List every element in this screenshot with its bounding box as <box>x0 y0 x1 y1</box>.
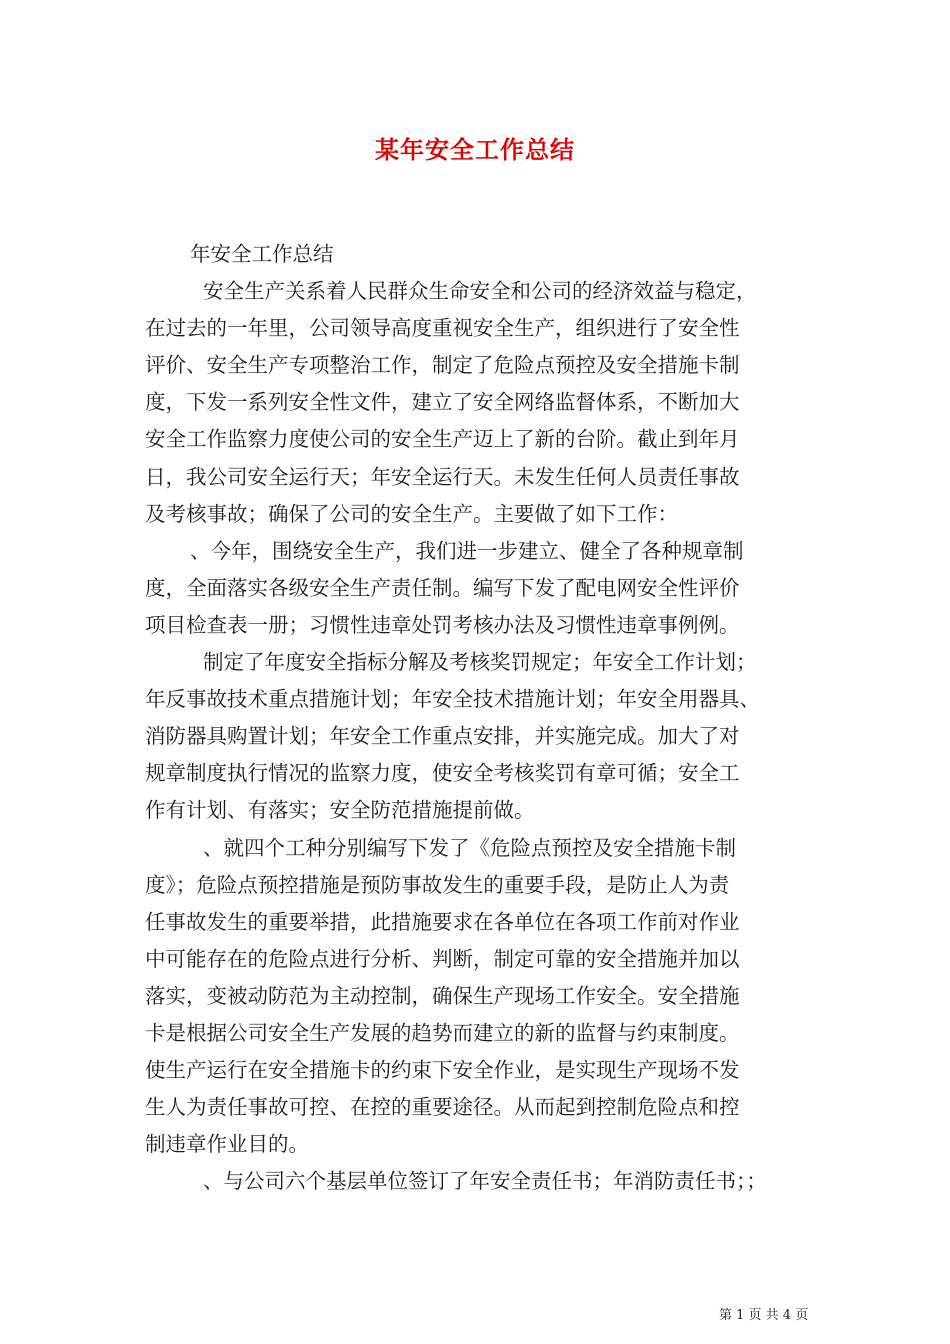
text-line: 安全工作监察力度使公司的安全生产迈上了新的台阶。截止到年月 <box>145 427 740 452</box>
text-line: 度，下发一系列安全性文件，建立了安全网络监督体系，不断加大 <box>145 390 740 415</box>
text-line: 度，全面落实各级安全生产责任制。编写下发了配电网安全性评价 <box>145 575 740 600</box>
text-line: 卡是根据公司安全生产发展的趋势而建立的新的监督与约束制度。 <box>145 1020 740 1045</box>
text-line: 年反事故技术重点措施计划；年安全技术措施计划；年安全用器具、 <box>145 687 760 712</box>
text-line: 、今年，围绕安全生产，我们进一步建立、健全了各种规章制 <box>190 538 744 563</box>
text-line: 、就四个工种分别编写下发了《危险点预控及安全措施卡制 <box>203 835 736 860</box>
text-line: 日，我公司安全运行天；年安全运行天。未发生任何人员责任事故 <box>145 464 740 489</box>
text-line: 项目检查表一册；习惯性违章处罚考核办法及习惯性违章事例例。 <box>145 612 740 637</box>
page-number: 第 1 页 共 4 页 <box>719 1308 809 1323</box>
text-line: 评价、安全生产专项整治工作，制定了危险点预控及安全措施卡制 <box>145 353 740 378</box>
text-line: 使生产运行在安全措施卡的约束下安全作业，是实现生产现场不发 <box>145 1058 740 1083</box>
text-line: 制违章作业目的。 <box>145 1132 309 1157</box>
text-line: 、与公司六个基层单位签订了年安全责任书；年消防责任书；； <box>203 1169 767 1194</box>
text-line: 规章制度执行情况的监察力度，使安全考核奖罚有章可循；安全工 <box>145 761 740 786</box>
document-body <box>145 236 825 1200</box>
text-line: 年安全工作总结 <box>190 242 334 266</box>
text-line: 落实，变被动防范为主动控制，确保生产现场工作安全。安全措施 <box>145 983 740 1008</box>
text-line: 中可能存在的危险点进行分析、判断，制定可靠的安全措施并加以 <box>145 946 740 971</box>
text-line: 生人为责任事故可控、在控的重要途径。从而起到控制危险点和控 <box>145 1095 740 1120</box>
document-title: 某年安全工作总结 <box>375 135 575 164</box>
text-line: 及考核事故；确保了公司的安全生产。主要做了如下工作： <box>145 501 678 526</box>
text-line: 在过去的一年里，公司领导高度重视安全生产，组织进行了安全性 <box>145 316 740 341</box>
text-line: 任事故发生的重要举措，此措施要求在各单位在各项工作前对作业 <box>145 909 740 934</box>
text-line: 度》；危险点预控措施是预防事故发生的重要手段，是防止人为责 <box>145 872 730 897</box>
text-line: 安全生产关系着人民群众生命安全和公司的经济效益与稳定， <box>203 279 757 304</box>
text-line: 制定了年度安全指标分解及考核奖罚规定；年安全工作计划； <box>203 650 757 675</box>
text-line: 消防器具购置计划；年安全工作重点安排，并实施完成。加大了对 <box>145 724 740 749</box>
text-line: 作有计划、有落实；安全防范措施提前做。 <box>145 798 535 823</box>
